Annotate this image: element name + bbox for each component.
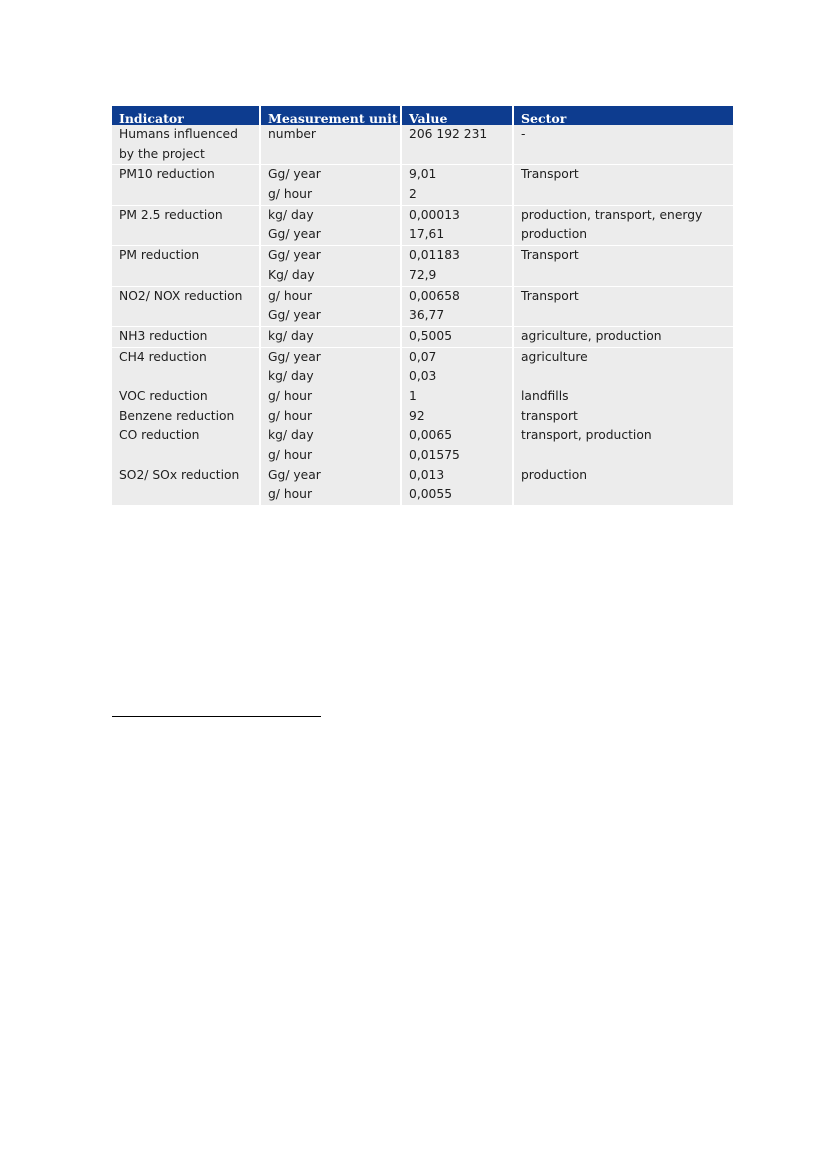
value-cell: 0,01183 bbox=[402, 246, 514, 266]
value-cell: 0,013 bbox=[402, 466, 514, 486]
table-row bbox=[112, 246, 733, 266]
table-row-group bbox=[112, 205, 733, 245]
sector-cell: agriculture bbox=[521, 349, 588, 364]
unit-cell: g/ hour bbox=[261, 485, 402, 505]
value-cell: 92 bbox=[402, 407, 514, 427]
indicator-cell bbox=[112, 185, 261, 205]
sector-cell: agriculture, production bbox=[521, 328, 662, 343]
indicator-cell: Humans influenced bbox=[112, 125, 261, 145]
table-row-group bbox=[112, 347, 733, 506]
sector-cell: production bbox=[521, 227, 588, 242]
value-cell: 72,9 bbox=[402, 266, 514, 286]
unit-cell: g/ hour bbox=[261, 185, 402, 205]
table-row bbox=[112, 367, 733, 387]
indicator-cell: CO reduction bbox=[112, 426, 261, 446]
table-row bbox=[112, 466, 733, 486]
indicator-cell bbox=[112, 306, 261, 326]
value-cell: 0,0055 bbox=[402, 485, 514, 505]
unit-cell: Gg/ year bbox=[261, 165, 402, 185]
unit-cell: kg/ day bbox=[261, 426, 402, 446]
value-cell: 0,00013 bbox=[402, 206, 514, 226]
value-cell: 17,61 bbox=[402, 225, 514, 245]
unit-cell: number bbox=[261, 125, 402, 145]
table-row-group bbox=[112, 164, 733, 204]
unit-cell: Gg/ year bbox=[261, 225, 402, 245]
value-cell: 0,5005 bbox=[402, 327, 514, 347]
sector-cell: landfills bbox=[521, 388, 569, 403]
value-cell: 0,00658 bbox=[402, 287, 514, 307]
unit-cell: kg/ day bbox=[261, 206, 402, 226]
table-row bbox=[112, 145, 733, 165]
table-row-group bbox=[112, 125, 733, 164]
table-row-group bbox=[112, 286, 733, 326]
indicator-cell bbox=[112, 446, 261, 466]
table-row bbox=[112, 327, 733, 347]
value-cell: 2 bbox=[402, 185, 514, 205]
table-body bbox=[112, 125, 733, 505]
unit-cell: kg/ day bbox=[261, 367, 402, 387]
table-row bbox=[112, 185, 733, 205]
table-row bbox=[112, 485, 733, 505]
indicator-cell bbox=[112, 266, 261, 286]
table-row-group bbox=[112, 245, 733, 285]
indicator-cell: PM reduction bbox=[112, 246, 261, 266]
value-cell: 1 bbox=[402, 387, 514, 407]
indicator-cell bbox=[112, 485, 261, 505]
sector-cell: Transport bbox=[521, 288, 579, 303]
indicator-cell: SO2/ SOx reduction bbox=[112, 466, 261, 486]
sector-cell: Transport bbox=[521, 248, 579, 263]
header-value: Value bbox=[402, 106, 514, 125]
table-row bbox=[112, 446, 733, 466]
indicator-cell: CH4 reduction bbox=[112, 348, 261, 368]
table-row bbox=[112, 306, 733, 326]
indicator-cell bbox=[112, 367, 261, 387]
table-row bbox=[112, 125, 733, 145]
indicator-cell: PM 2.5 reduction bbox=[112, 206, 261, 226]
unit-cell: Gg/ year bbox=[261, 348, 402, 368]
sector-cell: transport bbox=[521, 408, 578, 423]
value-cell: 0,03 bbox=[402, 367, 514, 387]
unit-cell: Gg/ year bbox=[261, 466, 402, 486]
value-cell: 0,0065 bbox=[402, 426, 514, 446]
header-indicator: Indicator bbox=[112, 106, 261, 125]
table-row bbox=[112, 287, 733, 307]
value-cell: 9,01 bbox=[402, 165, 514, 185]
unit-cell: Gg/ year bbox=[261, 306, 402, 326]
unit-cell: g/ hour bbox=[261, 387, 402, 407]
unit-cell: kg/ day bbox=[261, 327, 402, 347]
table-row bbox=[112, 387, 733, 407]
indicator-cell: VOC reduction bbox=[112, 387, 261, 407]
sector-cell bbox=[514, 266, 733, 286]
sector-cell: transport, production bbox=[521, 428, 652, 443]
table-row-group bbox=[112, 326, 733, 347]
indicator-cell bbox=[112, 225, 261, 245]
indicator-cell: Benzene reduction bbox=[112, 407, 261, 427]
sector-cell: Transport bbox=[521, 167, 579, 182]
sector-cell: - bbox=[521, 127, 526, 141]
sector-cell: production bbox=[521, 467, 588, 482]
unit-cell: Gg/ year bbox=[261, 246, 402, 266]
table-row bbox=[112, 407, 733, 427]
indicators-table bbox=[112, 106, 733, 505]
unit-cell bbox=[261, 145, 402, 165]
sector-cell bbox=[514, 145, 733, 165]
sector-cell: production, transport, energy bbox=[521, 207, 703, 222]
value-cell: 0,01575 bbox=[402, 446, 514, 466]
header-measurement-unit: Measurement unit bbox=[261, 106, 402, 125]
indicator-cell: PM10 reduction bbox=[112, 165, 261, 185]
footnote-separator bbox=[112, 716, 321, 717]
table-row bbox=[112, 348, 733, 368]
sector-cell bbox=[514, 485, 733, 505]
sector-cell bbox=[514, 185, 733, 205]
unit-cell: g/ hour bbox=[261, 407, 402, 427]
unit-cell: g/ hour bbox=[261, 287, 402, 307]
unit-cell: g/ hour bbox=[261, 446, 402, 466]
table-row bbox=[112, 426, 733, 446]
table-row bbox=[112, 225, 733, 245]
indicator-cell: NH3 reduction bbox=[112, 327, 261, 347]
table-header-row bbox=[112, 106, 733, 125]
indicator-cell: by the project bbox=[112, 145, 261, 165]
sector-cell bbox=[514, 306, 733, 326]
indicator-cell: NO2/ NOX reduction bbox=[112, 287, 261, 307]
sector-cell bbox=[514, 367, 733, 387]
sector-cell bbox=[514, 446, 733, 466]
unit-cell: Kg/ day bbox=[261, 266, 402, 286]
table-row bbox=[112, 165, 733, 185]
value-cell bbox=[402, 145, 514, 165]
value-cell: 0,07 bbox=[402, 348, 514, 368]
table-row bbox=[112, 206, 733, 226]
value-cell: 36,77 bbox=[402, 306, 514, 326]
table-row bbox=[112, 266, 733, 286]
value-cell: 206 192 231 bbox=[402, 125, 514, 145]
header-sector: Sector bbox=[521, 111, 567, 126]
